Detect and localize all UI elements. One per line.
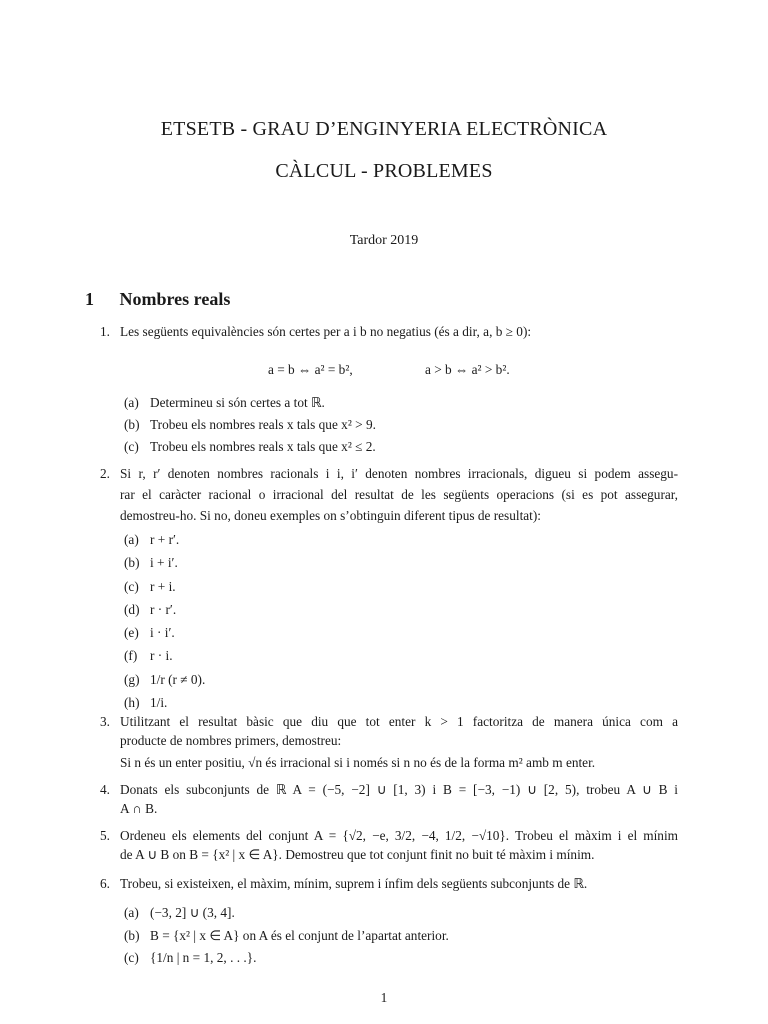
list-item: (c) {1/n | n = 1, 2, . . .}. <box>124 950 257 965</box>
problem-number: 5. <box>100 828 110 843</box>
list-item: (c) r + i. <box>124 578 176 594</box>
problem-2-subitems <box>124 528 684 714</box>
problem-number: 2. <box>100 466 110 481</box>
list-item: (a) (−3, 2] ∪ (3, 4]. <box>124 905 235 920</box>
problem-text: Ordeneu els elements del conjunt A = {√2, −e, 3/2, −4, 1/2, −√10}. Trobeu el màxim i el mínim de A ∪ B on B = {x² | x ∈ A}. Demostreu que tot conjunt finit no buit té màxim i mínim. <box>120 828 678 862</box>
problem-text: Si r, r′ denoten nombres racionals i i, i′ denoten nombres irracionals, digueu si podem assegu- rar el caràcter racional o irracional del resultat de les següents operacions (si es pot assegurar, demostreu-ho. Si no, doneu exemples on s’obtinguin diferent tipus de resultat): <box>120 466 678 523</box>
list-item: (f) r · i. <box>124 648 173 664</box>
document-title: ETSETB - GRAU D’ENGINYERIA ELECTRÒNICA <box>160 118 608 140</box>
document-subtitle: CÀLCUL - PROBLEMES <box>275 160 493 182</box>
section-title: Nombres reals <box>119 289 231 309</box>
equation-left: a = b ⇔ a² = b², <box>268 362 353 377</box>
problem-number: 6. <box>100 876 110 891</box>
list-item: (b) Trobeu els nombres reals x tals que x² > 9. <box>124 417 376 432</box>
list-item: (d) r · r′. <box>124 601 177 617</box>
list-item: (a) Determineu si són certes a tot ℝ. <box>124 395 325 410</box>
problem-6-subitems <box>124 902 684 970</box>
problem-number: 4. <box>100 782 110 797</box>
list-item: (a) r + r′. <box>124 532 180 547</box>
problem-text: Donats els subconjunts de ℝ A = (−5, −2] ∪ [1, 3) i B = [−3, −1) ∪ [2, 5), trobeu A ∪ B i A ∩ B. <box>120 782 678 816</box>
equation-right: a > b ⇔ a² > b². <box>425 362 510 377</box>
problem-text: Utilitzant el resultat bàsic que diu que tot enter k > 1 factoritza de manera única com a producte de nombres primers, demostreu: Si n és un enter positiu, √n és irracional si i només si n no és de la forma m² amb m enter. <box>120 714 678 770</box>
problem-text: Les següents equivalències són certes per a i b no negatius (és a dir, a, b ≥ 0): <box>120 324 532 339</box>
problem-number: 1. <box>100 324 110 339</box>
problem-text: Trobeu, si existeixen, el màxim, mínim, suprem i ínfim dels següents subconjunts de ℝ. <box>120 876 588 891</box>
section-number: 1 <box>85 289 94 309</box>
list-item: (g) 1/r (r ≠ 0). <box>124 671 206 687</box>
section-heading <box>85 289 230 310</box>
problem-number: 3. <box>100 714 110 729</box>
page-number: 1 <box>380 990 388 1005</box>
list-item: (h) 1/i. <box>124 695 168 711</box>
term-label: Tardor 2019 <box>349 233 419 248</box>
list-item: (b) B = {x² | x ∈ A} on A és el conjunt de l’apartat anterior. <box>124 927 449 943</box>
problem-1-subitems <box>124 393 684 456</box>
list-item: (b) i + i′. <box>124 555 178 571</box>
list-item: (c) Trobeu els nombres reals x tals que x² ≤ 2. <box>124 439 376 454</box>
list-item: (e) i · i′. <box>124 625 175 641</box>
